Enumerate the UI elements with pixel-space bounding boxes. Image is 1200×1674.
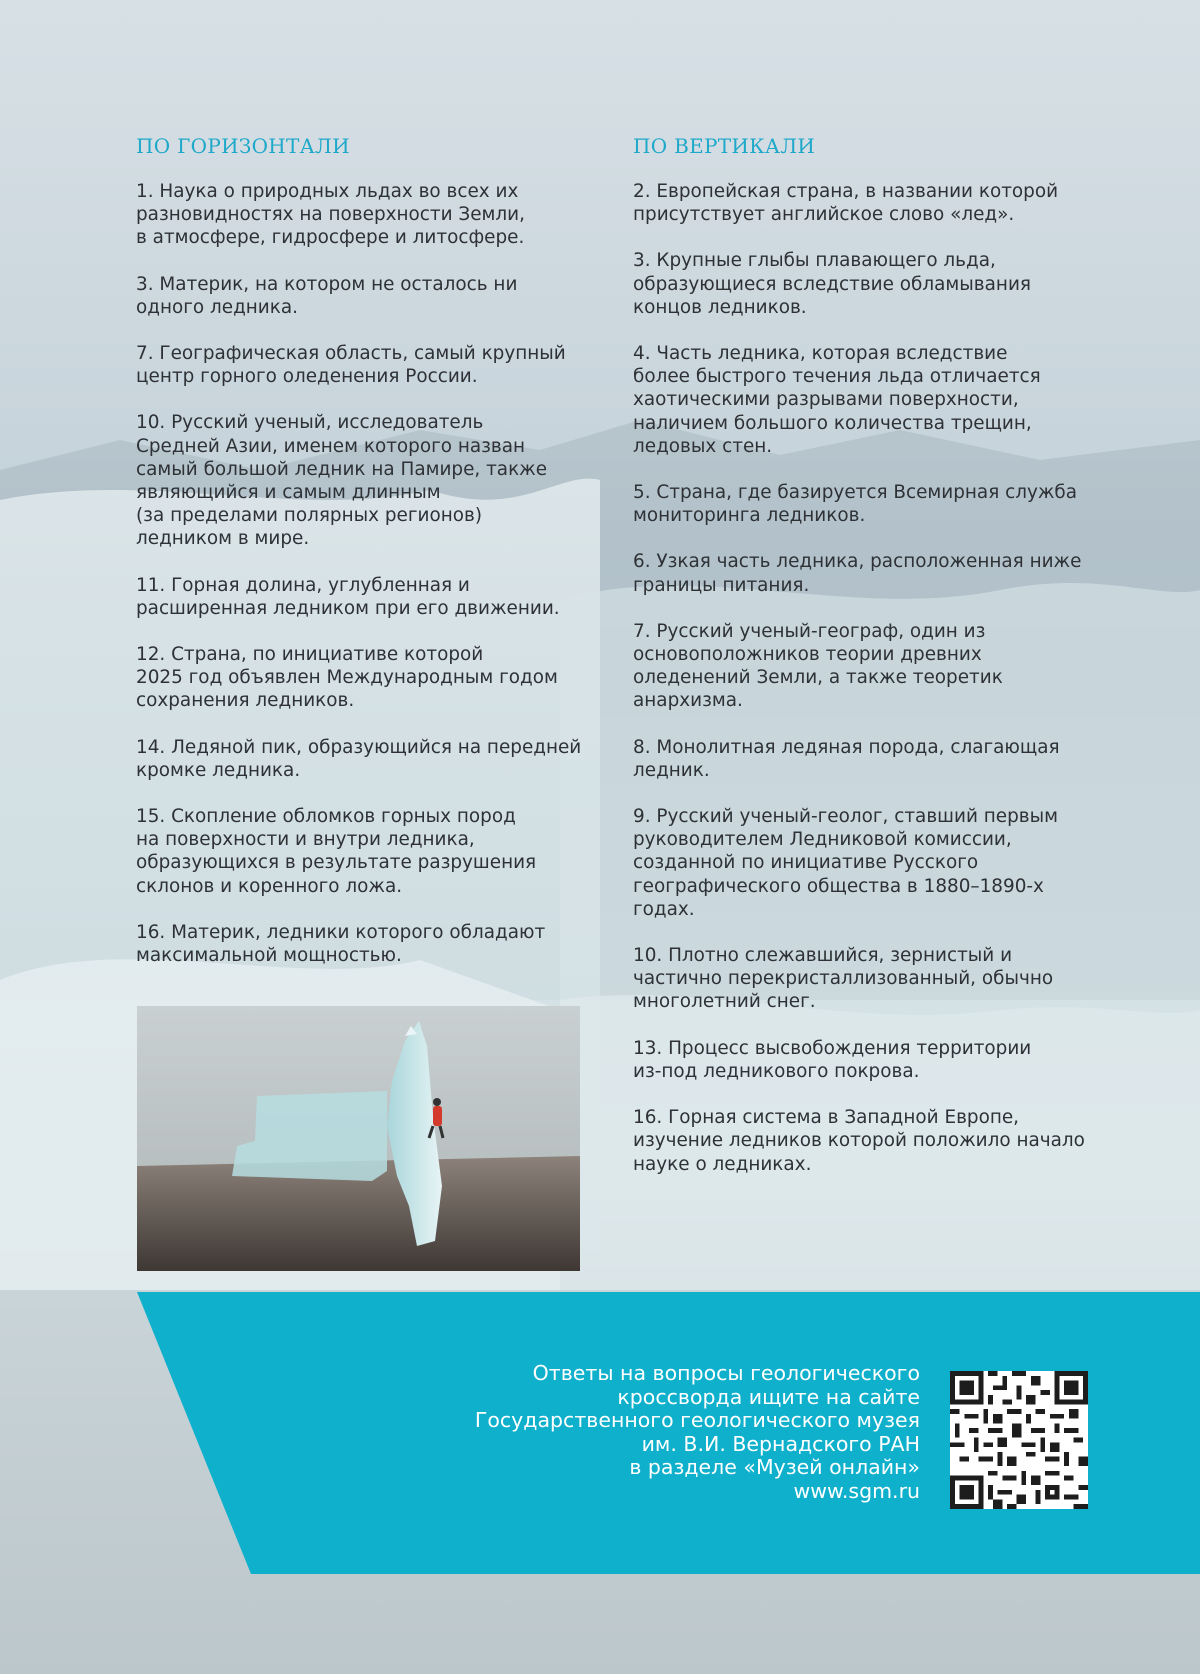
- qr-code-icon[interactable]: [950, 1371, 1088, 1509]
- vertical-clue: 8. Монолитная ледяная порода, слагающая ледник.: [633, 736, 1060, 781]
- vertical-clue: 16. Горная система в Западной Европе, изучение ледников которой положило начало науке о ледниках.: [633, 1107, 1085, 1175]
- vertical-column: [633, 134, 1103, 1199]
- vertical-clue: 4. Часть ледника, которая вследствие более быстрого течения льда отличается хаотическими разрывами поверхности, наличием большого количества трещин, ледовых стен.: [633, 343, 1041, 457]
- horizontal-clue: 10. Русский ученый, исследователь Средней Азии, именем которого назван самый большой ледник на Памире, также являющийся и самым длинным (за пределами полярных регионов) ледником в мире.: [136, 412, 548, 550]
- vertical-clue: 6. Узкая часть ледника, расположенная ниже границы питания.: [633, 551, 1082, 596]
- vertical-heading: ПО ВЕРТИКАЛИ: [633, 134, 816, 158]
- banner-text: Ответы на вопросы геологического кроссворда ищите на сайте Государственного геологического музея им. В.И. Вернадского РАН в разделе «Музей онлайн» www.sgm.ru: [474, 1361, 920, 1503]
- horizontal-clue: 12. Страна, по инициативе которой 2025 год объявлен Международным годом сохранения ледников.: [136, 644, 558, 712]
- vertical-clue: 3. Крупные глыбы плавающего льда, образующиеся вследствие обламывания концов ледников.: [633, 250, 1031, 318]
- qr-code-graphic: [950, 1371, 1088, 1509]
- horizontal-clue: 14. Ледяной пик, образующийся на передней кромке ледника.: [136, 736, 582, 781]
- horizontal-clue: 3. Материк, на котором не осталось ни одного ледника.: [136, 273, 518, 318]
- horizontal-column: [136, 134, 591, 990]
- horizontal-clue: 1. Наука о природных льдах во всех их разновидностях на поверхности Земли, в атмосфере, гидросфере и литосфере.: [136, 181, 525, 249]
- horizontal-clue: 11. Горная долина, углубленная и расширенная ледником при его движении.: [136, 574, 560, 619]
- vertical-clue: 2. Европейская страна, в названии которой присутствует английское слово «лед».: [633, 181, 1059, 226]
- horizontal-heading: ПО ГОРИЗОНТАЛИ: [136, 134, 350, 158]
- horizontal-clue: 15. Скопление обломков горных пород на поверхности и внутри ледника, образующихся в результате разрушения склонов и коренного ложа.: [136, 806, 537, 897]
- horizontal-clue: 16. Материк, ледники которого обладают максимальной мощностью.: [136, 921, 546, 967]
- vertical-clue: 13. Процесс высвобождения территории из-под ледникового покрова.: [633, 1037, 1032, 1082]
- horizontal-clue: 7. Географическая область, самый крупный центр горного оледенения России.: [136, 343, 566, 388]
- vertical-clue: 7. Русский ученый-географ, один из основоположников теории древних оледенений Земли, а также теоретик анархизма.: [633, 620, 1003, 712]
- vertical-clue: 9. Русский ученый-геолог, ставший первым руководителем Ледниковой комиссии, созданной по инициативе Русского географического общества в 1880–1890-х годах.: [633, 806, 1058, 920]
- vertical-clue: 10. Плотно слежавшийся, зернистый и частично перекристаллизованный, обычно многолетний снег.: [633, 945, 1054, 1013]
- photo-illustration: [137, 1006, 580, 1271]
- vertical-clue: 5. Страна, где базируется Всемирная служба мониторинга ледников.: [633, 482, 1078, 527]
- glacier-climber-photo: [137, 1006, 580, 1271]
